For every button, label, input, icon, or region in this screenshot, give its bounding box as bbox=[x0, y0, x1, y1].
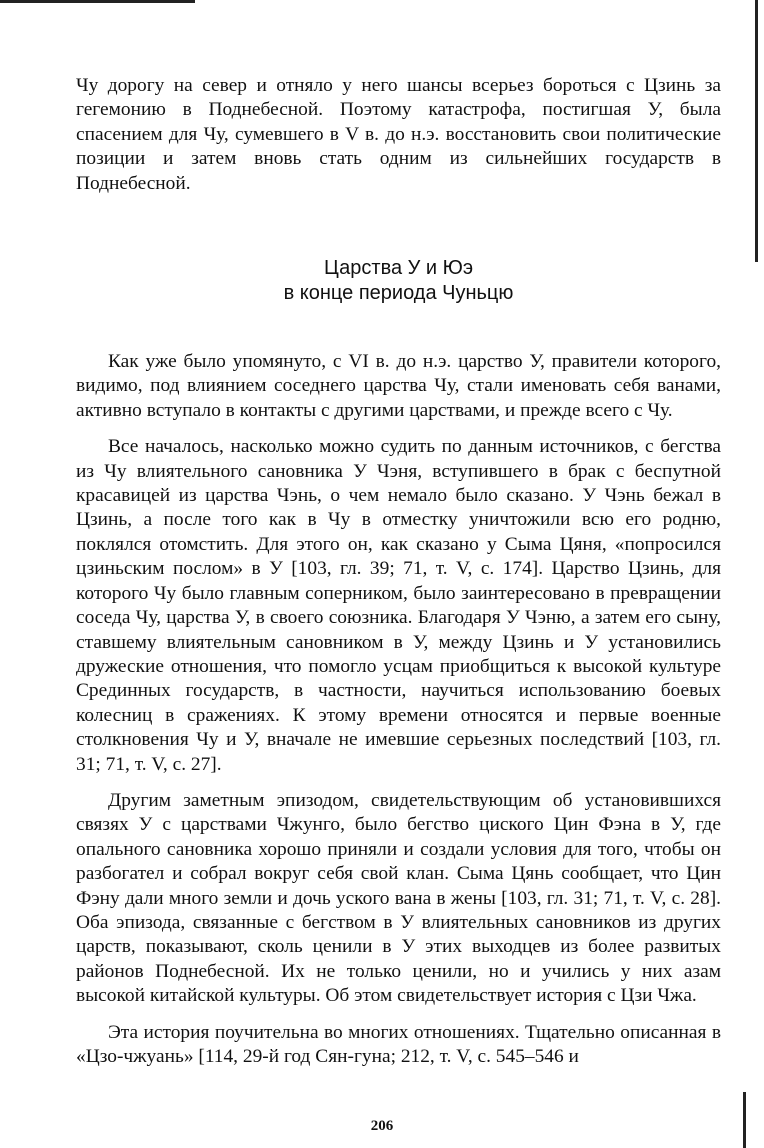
scan-edge-mark-right bbox=[755, 0, 758, 262]
scan-edge-mark-top bbox=[0, 0, 195, 3]
section-heading-line-1: Царства У и Юэ bbox=[323, 257, 474, 280]
section-heading bbox=[76, 256, 721, 306]
body-paragraph-4: Эта история поучительна во многих отношениях. Тщательно описанная в «Цзо-чжуань» [114, 29-й год Сян-гуна; 212, т. V, с. 545–546 и bbox=[76, 1021, 721, 1067]
page-number: 206 bbox=[370, 1118, 394, 1134]
body-paragraph-3: Другим заметным эпизодом, свидетельствующим об установившихся связях У с царствами Чжунго, было бегство циского Цин Фэна в У, где опального сановника хорошо приняли и создали условия для того, чтобы он разбогател и собрал вокруг себя свой клан. Сыма Цянь сообщает, что Цин Фэну дали много земли и дочь уского вана в жены [103, гл. 31; 71, т. V, с. 28]. Оба эпизода, связанные с бегством в У влиятельных сановников из других царств, показывают, сколь ценили в У этих выходцев из более развитых районов Поднебесной. Их не только ценили, но и учились у них азам высокой китайской культуры. Об этом свидетельствует история с Цзи Чжа. bbox=[76, 789, 721, 1007]
opening-paragraph: Чу дорогу на север и отняло у него шансы всерьез бороться с Цзинь за гегемонию в Поднебесной. Поэтому катастрофа, постигшая У, была спасением для Чу, сумевшего в V в. до н.э. восстановить свои политические позиции и затем вновь стать одним из сильнейших государств в Поднебесной. bbox=[76, 75, 721, 194]
page-content bbox=[76, 74, 721, 1069]
body-paragraph-2: Все началось, насколько можно судить по данным источников, с бегства из Чу влиятельного сановника У Чэня, вступившего в брак с беспутной красавицей из царства Чэнь, о чем немало было сказано. У Чэнь бежал в Цзинь, а после того как в Чу в отместку уничтожили всю его родню, поклялся отомстить. Для этого он, как сказано у Сыма Цяня, «попросился цзиньским послом» в У [103, гл. 39; 71, т. V, с. 174]. Царство Цзинь, для которого Чу было главным соперником, было заинтересовано в превращении соседа Чу, царства У, в своего союзника. Благодаря У Чэню, а затем его сыну, ставшему влиятельным сановником в У, между Цзинь и У установились дружеские отношения, что помогло усцам приобщиться к высокой культуре Срединных государств, в частности, научиться использованию боевых колесниц в сражениях. К этому времени относятся и первые военные столкновения Чу и У, вначале не имевшие серьезных последствий [103, гл. 31; 71, т. V, с. 27]. bbox=[76, 436, 721, 775]
section-heading-line-2: в конце периода Чуньцю bbox=[283, 282, 514, 305]
body-paragraph-1: Как уже было упомянуто, с VI в. до н.э. царство У, правители которого, видимо, под влиянием соседнего царства Чу, стали именовать себя ванами, активно вступало в контакты с другими царствами, и прежде всего с Чу. bbox=[76, 351, 721, 421]
